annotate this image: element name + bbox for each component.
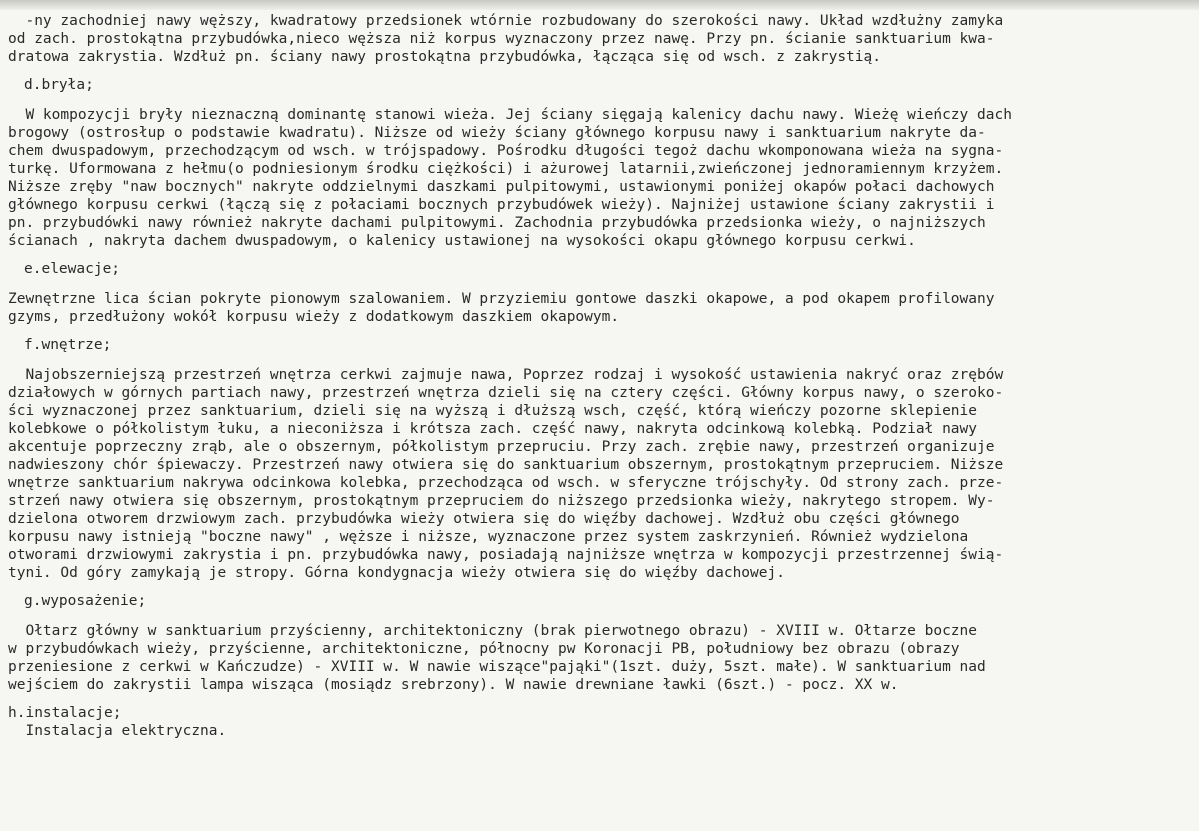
text-line: wejściem do zakrystii lampa wisząca (mosiądz srebrzony). W nawie drewniane ławki (6szt.) - pocz. XX w.	[8, 677, 899, 693]
text-line: Niższe zręby "naw bocznych" nakryte oddzielnymi daszkami pulpitowymi, ustawionymi poniżej okapów połaci dachowych	[8, 179, 995, 195]
text-line: ścianach , nakryta dachem dwuspadowym, o kalenicy ustawionej na wysokości okapu głównego korpusu cerkwi.	[8, 233, 916, 249]
section-heading: g.wyposażenie;	[24, 593, 147, 609]
text-line: Najobszerniejszą przestrzeń wnętrza cerkwi zajmuje nawa, Poprzez rodzaj i wysokość ustawienia nakryć oraz zrębów	[8, 367, 1004, 383]
text-line: od zach. prostokątna przybudówka,nieco węższa niż korpus wyznaczony przez nawę. Przy pn. ścianie sanktuarium kwa-	[8, 31, 995, 47]
text-line: turkę. Uformowana z hełmu(o podniesionym środku ciężkości) i ażurowej latarnii,zwieńczonej jednoramiennym krzyżem.	[8, 161, 1004, 177]
text-line: brogowy (ostrosłup o podstawie kwadratu). Niższe od wieży ściany głównego korpusu nawy i sanktuarium nakryte da-	[8, 125, 986, 141]
text-line: Zewnętrzne lica ścian pokryte pionowym szalowaniem. W przyziemiu gontowe daszki okapowe, a pod okapem profilowany	[8, 291, 995, 307]
text-line: Instalacja elektryczna.	[8, 723, 227, 739]
text-line: gzyms, przedłużony wokół korpusu wieży z dodatkowym daszkiem okapowym.	[8, 309, 620, 325]
text-line: działowych w górnych partiach nawy, przestrzeń wnętrza dzieli się na cztery części. Główny korpus nawy, o szeroko-	[8, 385, 1004, 401]
text-line: W kompozycji bryły nieznaczną dominantę stanowi wieża. Jej ściany sięgają kalenicy dachu nawy. Wieżę wieńczy dach	[8, 107, 1012, 123]
text-line: -ny zachodniej nawy węższy, kwadratowy przedsionek wtórnie rozbudowany do szerokości nawy. Układ wzdłużny zamyka	[8, 13, 1004, 29]
section-wnetrze	[8, 336, 1193, 582]
text-line: kolebkowe o półkolistym łuku, a nieconiższa i krótsza zach. część nawy, nakryta odcinkową kolebką. Podział nawy	[8, 421, 978, 437]
section-bryla	[8, 76, 1193, 250]
text-line: dratowa zakrystia. Wzdłuż pn. ściany nawy prostokątna przybudówka, łącząca się od wsch. z zakrystią.	[8, 49, 881, 65]
page-top-edge	[0, 0, 1199, 10]
section-instalacje	[8, 704, 1193, 740]
text-line: korpusu nawy istnieją "boczne nawy" , węższe i niższe, wyznaczone przez system zaskrzynień. Również wydzielona	[8, 529, 969, 545]
section-heading: e.elewacje;	[24, 261, 121, 277]
text-line: wnętrze sanktuarium nakrywa odcinkowa kolebka, przechodząca od wsch. w sferyczne trójschyły. Od strony zach. prze-	[8, 475, 1004, 491]
text-line: tyni. Od góry zamykają je stropy. Górna kondygnacja wieży otwiera się do więźby dachowej.	[8, 565, 785, 581]
section-heading: d.bryła;	[24, 77, 94, 93]
text-line: ści wyznaczonej przez sanktuarium, dzieli się na wyższą i dłuższą wsch, część, którą wieńczy pozorne sklepienie	[8, 403, 978, 419]
text-line: przeniesione z cerkwi w Kańczudze) - XVIII w. W nawie wiszące"pająki"(1szt. duży, 5szt. małe). W sanktuarium nad	[8, 659, 986, 675]
text-line: dzielona otworem drzwiowym zach. przybudówka wieży otwiera się do więźby dachowej. Wzdłuż obu części głównego	[8, 511, 960, 527]
section-wyposazenie	[8, 592, 1193, 694]
text-line: akcentuje poprzeczny zrąb, ale o obszernym, półkolistym przepruciu. Przy zach. zrębie nawy, przestrzeń organizuje	[8, 439, 995, 455]
text-line: Ołtarz główny w sanktuarium przyścienny, architektoniczny (brak pierwotnego obrazu) - XVIII w. Ołtarze boczne	[8, 623, 978, 639]
intro-paragraph	[8, 12, 1193, 66]
text-line: pn. przybudówki nawy również nakryte dachami pulpitowymi. Zachodnia przybudówka przedsionka wieży, o najniższych	[8, 215, 986, 231]
text-line: chem dwuspadowym, przechodzącym od wsch. w trójspadowy. Pośrodku długości tegoż dachu wkomponowana wieża na sygna-	[8, 143, 1004, 159]
text-line: nadwieszony chór śpiewaczy. Przestrzeń nawy otwiera się do sanktuarium obszernym, prostokątnym przepruciem. Niższe	[8, 457, 1004, 473]
text-line: strzeń nawy otwiera się obszernym, prostokątnym przepruciem do niższego przedsionka wieży, nakrytego stropem. Wy-	[8, 493, 995, 509]
section-heading: f.wnętrze;	[24, 337, 112, 353]
text-line: głównego korpusu cerkwi (łączą się z połaciami bocznych przybudówek wieży). Najniżej ustawione ściany zakrystii i	[8, 197, 995, 213]
text-line: w przybudówkach wieży, przyścienne, architektoniczne, północny pw Koronacji PB, południowy bez obrazu (obrazy	[8, 641, 960, 657]
typewritten-document	[8, 12, 1193, 740]
section-heading: h.instalacje;	[8, 705, 122, 721]
text-line: otworami drzwiowymi zakrystia i pn. przybudówka nawy, posiadają najniższe wnętrza w kompozycji przestrzennej świą-	[8, 547, 1004, 563]
section-elewacje	[8, 260, 1193, 326]
